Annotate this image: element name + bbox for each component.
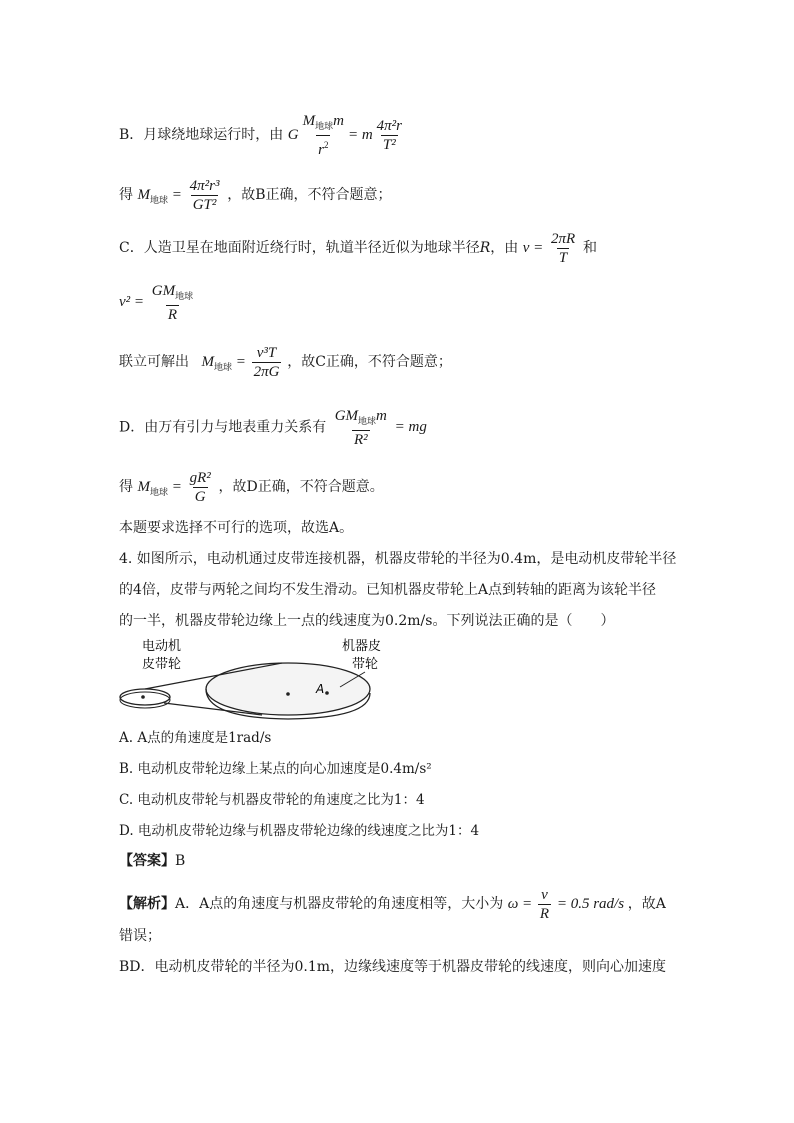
machine-center-dot bbox=[286, 692, 290, 696]
q4-stem-line-3: 的一半，机器皮带轮边缘上一点的线速度为0.2m/s。下列说法正确的是（ ） bbox=[119, 613, 615, 629]
text-c-intro: C．人造卫星在地面附近绕行时，轨道半径近似为地球半径 bbox=[119, 239, 480, 256]
formula-b-mass: $M_{地球}$ = $\frac{\text{4π²r³}}{\text{GT²}}$ bbox=[137, 178, 220, 213]
formula-d-mass: $M_{地球}$ = $\frac{\text{gR²}}{G}$ bbox=[137, 470, 211, 505]
option-c-result bbox=[119, 345, 452, 380]
option-b: B. 电动机皮带轮边缘上某点的向心加速度是0.4m/s² bbox=[119, 761, 432, 777]
motor-label-2: 皮带轮 bbox=[142, 657, 182, 672]
analysis-tag: 【解析】 bbox=[119, 895, 175, 912]
formula-c-mass: $M_{地球}$ = $\frac{\text{v³T}}{2\pi G}$ bbox=[201, 345, 280, 380]
motor-center-dot bbox=[141, 695, 145, 699]
machine-label-2: 带轮 bbox=[352, 657, 379, 672]
text-c-pre: 联立可解出 bbox=[119, 353, 189, 370]
analysis-line-a: 【解析】A．A点的角速度与机器皮带轮的角速度相等，大小为 ω = $\frac{v}{R}$ = 0.5 rad/s ，故A bbox=[119, 887, 666, 922]
motor-pulley bbox=[120, 689, 170, 705]
formula-b-gravity: G $\frac{M_{地球}m}{r^2}$ = m $\frac{\text{4π²r}}{\text{T²}}$ bbox=[287, 113, 403, 158]
formula-omega: ω = $\frac{v}{R}$ = 0.5 rad/s bbox=[507, 887, 625, 922]
answer-value: B bbox=[175, 853, 186, 869]
conclusion-text: 本题要求选择不可行的选项，故选A。 bbox=[119, 520, 354, 536]
formula-c-velocity: v = $\frac{2\pi R}{T}$ bbox=[522, 231, 576, 266]
machine-pulley bbox=[206, 663, 370, 715]
q4-stem-line-1: 4. 如图所示，电动机通过皮带连接机器，机器皮带轮的半径为0.4m，是电动机皮带轮半径 bbox=[119, 551, 677, 567]
option-b-result bbox=[119, 178, 392, 213]
option-d: D. 电动机皮带轮边缘与机器皮带轮边缘的线速度之比为1：4 bbox=[119, 823, 480, 839]
belt-pulley-figure bbox=[112, 633, 382, 723]
option-b-derivation bbox=[119, 113, 406, 158]
point-a-label: A bbox=[316, 682, 325, 696]
text-d-post: ，故D正确，不符合题意。 bbox=[218, 478, 384, 495]
analysis-line-bd: BD．电动机皮带轮的半径为0.1m，边缘线速度等于机器皮带轮的线速度，则向心加速度 bbox=[119, 959, 667, 975]
formula-d-gravity: $\frac{GM_{地球}m}{\text{R²}}$ = mg bbox=[334, 408, 427, 448]
text-b-intro: B．月球绕地球运行时，由 bbox=[119, 126, 284, 143]
option-c-derivation: C．人造卫星在地面附近绕行时，轨道半径近似为地球半径R，由 v = $\frac{2\pi R}{T}$ 和 bbox=[119, 231, 597, 266]
formula-c-v-squared: v² = $\frac{GM_{地球}}{R}$ bbox=[119, 283, 194, 323]
option-a: A. A点的角速度是1rad/s bbox=[119, 730, 272, 746]
point-a-dot bbox=[325, 691, 329, 695]
text-c-post: ，故C正确，不符合题意； bbox=[287, 353, 452, 370]
machine-label-1: 机器皮 bbox=[342, 639, 382, 654]
q4-stem-line-2: 的4倍，皮带与两轮之间均不发生滑动。已知机器皮带轮上A点到转轴的距离为该轮半径 bbox=[119, 582, 657, 598]
text-d-pre: 得 bbox=[119, 478, 133, 495]
text-b-post: ，故B正确，不符合题意； bbox=[227, 186, 392, 203]
text-d-intro: D．由万有引力与地表重力关系有 bbox=[119, 419, 327, 436]
option-d-result bbox=[119, 470, 384, 505]
motor-label-1: 电动机 bbox=[142, 639, 182, 654]
analysis-line-a-tail: 错误； bbox=[119, 928, 161, 944]
answer-tag: 【答案】 bbox=[119, 853, 175, 869]
option-c: C. 电动机皮带轮与机器皮带轮的角速度之比为1：4 bbox=[119, 792, 425, 808]
text-b-pre: 得 bbox=[119, 186, 133, 203]
answer-line bbox=[119, 851, 185, 871]
option-d-derivation bbox=[119, 408, 427, 448]
